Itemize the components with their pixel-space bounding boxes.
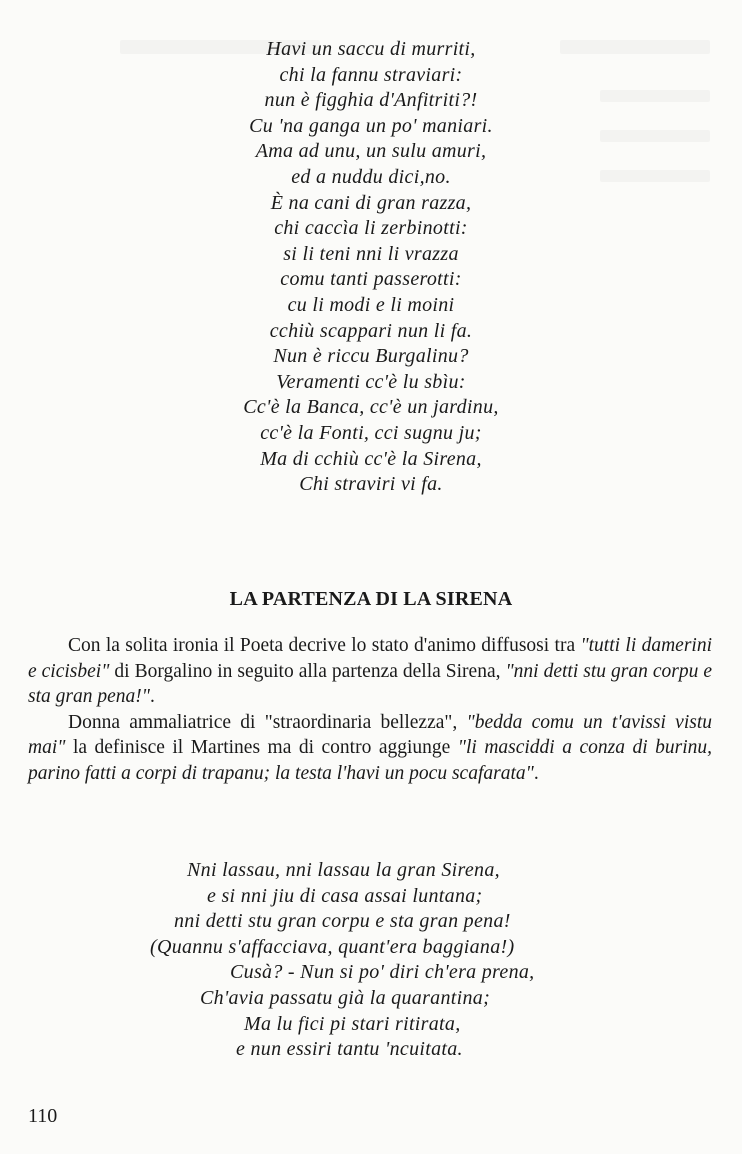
quote-italic: "tutti li damerini e cicisbei"	[28, 635, 712, 682]
paragraph-1	[28, 633, 712, 710]
poem-line: Nni lassau, nni lassau la gran Sirena,	[187, 859, 500, 881]
page-number: 110	[28, 1105, 58, 1127]
poem-line: nun è figghia d'Anfitriti?!	[264, 89, 478, 112]
poem-line: Cusà? - Nun si po' diri ch'era prena,	[230, 961, 535, 984]
poem-line: È na cani di gran razza,	[270, 191, 472, 214]
prose-text: la definisce il Martines ma di contro aggiunge	[65, 737, 458, 759]
poem-line: Cc'è la Banca, cc'è un jardinu,	[243, 396, 499, 419]
section-heading: LA PARTENZA DI LA SIRENA	[229, 588, 513, 610]
poem-line: Ma lu fici pi stari ritirata,	[244, 1012, 461, 1035]
paragraph-2	[28, 710, 712, 787]
quote-italic: "li masciddi a conza di burinu, parino fatti a corpi di trapanu; la testa l'havi un pocu scafarata"	[28, 737, 712, 784]
poem-stanza-1	[0, 37, 742, 498]
poem-line: Veramenti cc'è lu sbìu:	[276, 370, 466, 393]
poem-stanza-2	[0, 858, 742, 1063]
poem-line: Cu 'na ganga un po' maniari.	[249, 114, 493, 137]
quote-italic: "nni detti stu gran corpu e sta gran pena!"	[28, 660, 712, 708]
poem-line: Chi straviri vi fa.	[299, 473, 443, 496]
prose-text: .	[533, 762, 539, 784]
poem-line: Ma di cchiù cc'è la Sirena,	[260, 447, 482, 470]
prose-text: di Borgalino in seguito alla partenza della Sirena,	[109, 660, 506, 682]
poem-line: cu li modi e li moini	[287, 293, 455, 316]
prose-text: Con la solita ironia il Poeta decrive lo stato d'animo diffusosi tra	[68, 635, 581, 656]
poem-line: chi caccìa li zerbinotti:	[274, 217, 468, 240]
poem-line: chi la fannu straviari:	[279, 63, 463, 86]
quote-italic: "bedda comu un t'avissi vistu mai"	[28, 711, 713, 759]
poem-line: Nun è riccu Burgalinu?	[273, 345, 469, 368]
prose-text: Donna ammaliatrice di "straordinaria bellezza",	[68, 711, 467, 733]
poem-line: si li teni nni li vrazza	[283, 242, 459, 265]
poem-line: Havi un saccu di murriti,	[266, 38, 476, 60]
poem-line: ed a nuddu dici,no.	[291, 165, 451, 188]
poem-line: Ama ad unu, un sulu amuri,	[255, 140, 487, 163]
poem-line: comu tanti passerotti:	[280, 268, 462, 291]
poem-line: e si nni jiu di casa assai luntana;	[207, 884, 483, 907]
poem-line: cchiù scappari nun li fa.	[269, 319, 473, 342]
poem-line: (Quannu s'affacciava, quant'era baggiana!)	[150, 935, 515, 958]
poem-line: cc'è la Fonti, cci sugnu ju;	[260, 421, 482, 444]
poem-line: e nun essiri tantu 'ncuitata.	[236, 1038, 463, 1061]
poem-line: Ch'avia passatu già la quarantina;	[200, 986, 491, 1009]
prose-body	[28, 633, 712, 787]
prose-text: .	[149, 686, 155, 708]
poem-line: nni detti stu gran corpu e sta gran pena!	[174, 910, 511, 933]
